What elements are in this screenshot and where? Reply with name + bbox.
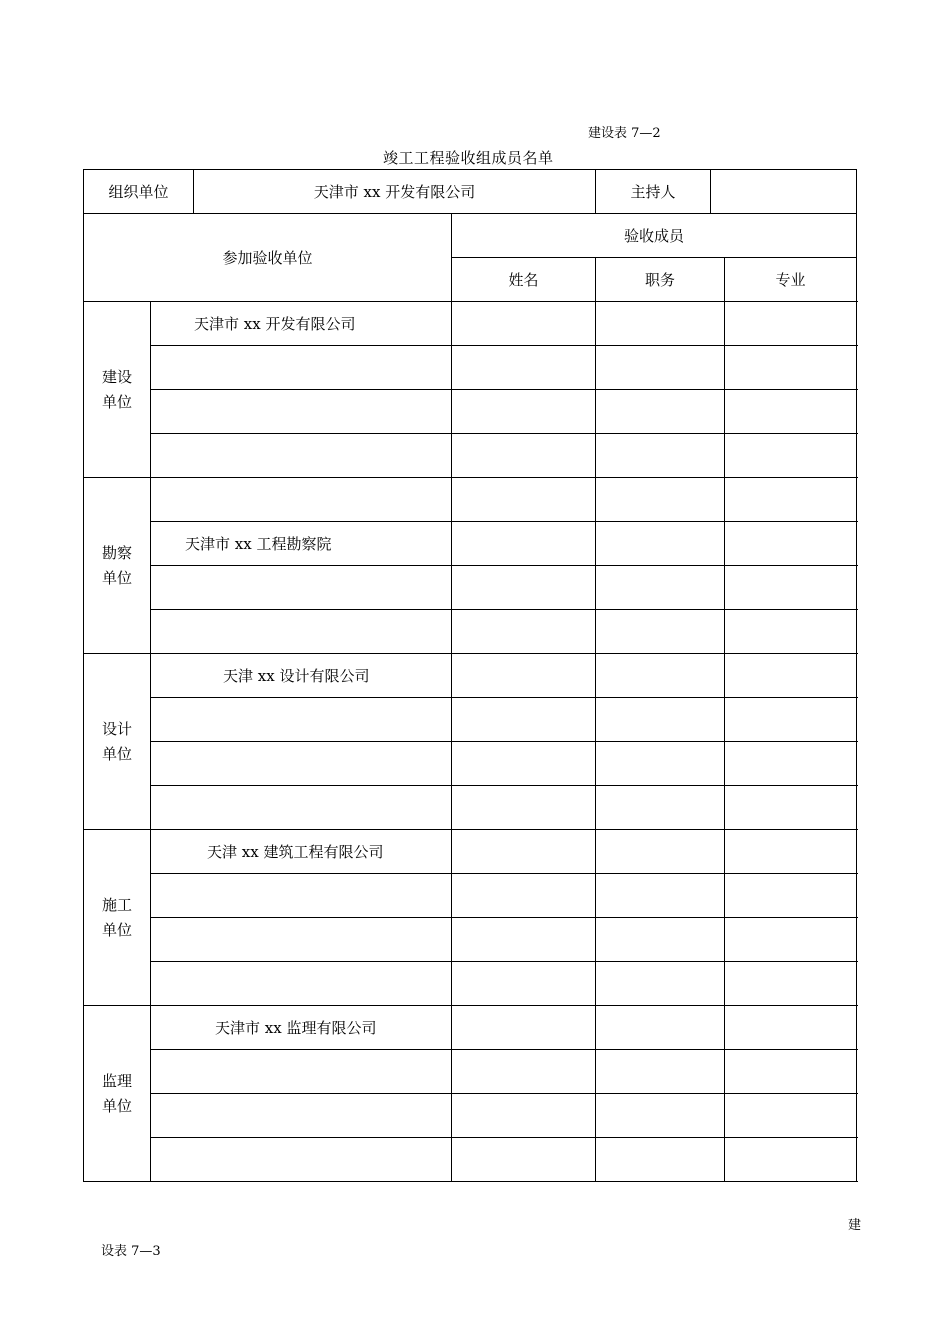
group-label	[84, 1006, 151, 1182]
unit-name-cell[interactable]	[151, 346, 452, 390]
member-specialty-cell[interactable]	[725, 522, 857, 566]
participants-label: 参加验收单位	[84, 214, 452, 302]
table-row	[84, 1050, 857, 1094]
member-specialty-cell[interactable]	[725, 918, 857, 962]
unit-name-cell[interactable]	[151, 874, 452, 918]
col-specialty-header: 专业	[725, 258, 857, 302]
host-label: 主持人	[596, 170, 711, 214]
member-specialty-cell[interactable]	[725, 874, 857, 918]
table-row	[84, 434, 857, 478]
member-name-cell[interactable]	[452, 786, 596, 830]
table-row	[84, 346, 857, 390]
group-label-line: 单位	[101, 744, 132, 763]
unit-name-cell[interactable]: 天津 xx 设计有限公司	[151, 654, 452, 698]
group-label	[84, 654, 151, 830]
unit-name-cell[interactable]	[151, 1094, 452, 1138]
table-row	[84, 786, 857, 830]
group-label-line: 单位	[101, 392, 132, 411]
table-row	[84, 874, 857, 918]
trailing-char: 建	[848, 1218, 862, 1233]
member-name-cell[interactable]	[452, 434, 596, 478]
unit-name-cell[interactable]	[151, 698, 452, 742]
member-name-cell[interactable]	[452, 1050, 596, 1094]
unit-name-cell[interactable]	[151, 1138, 452, 1182]
member-position-cell[interactable]	[596, 610, 725, 654]
document-title: 竣工工程验收组成员名单	[383, 149, 554, 167]
member-position-cell[interactable]	[596, 478, 725, 522]
acceptance-member-table	[83, 169, 857, 1182]
unit-name-cell[interactable]	[151, 918, 452, 962]
table-row	[84, 610, 857, 654]
table-row	[84, 522, 857, 566]
table-row	[84, 918, 857, 962]
member-position-cell[interactable]	[596, 654, 725, 698]
member-position-cell[interactable]	[596, 566, 725, 610]
group-label	[84, 830, 151, 1006]
org-label: 组织单位	[84, 170, 194, 214]
member-name-cell[interactable]	[452, 654, 596, 698]
member-specialty-cell[interactable]	[725, 1006, 857, 1050]
member-specialty-cell[interactable]	[725, 742, 857, 786]
group-label-line: 单位	[101, 920, 132, 939]
unit-name-cell[interactable]: 天津市 xx 监理有限公司	[151, 1006, 452, 1050]
unit-name-cell[interactable]	[151, 742, 452, 786]
table-row	[84, 1138, 857, 1182]
member-position-cell[interactable]	[596, 1006, 725, 1050]
member-position-cell[interactable]	[596, 918, 725, 962]
unit-name-cell[interactable]	[151, 434, 452, 478]
group-label-line: 建设	[101, 367, 132, 386]
member-specialty-cell[interactable]	[725, 390, 857, 434]
unit-name-cell[interactable]: 天津市 xx 开发有限公司	[151, 302, 452, 346]
member-specialty-cell[interactable]	[725, 962, 857, 1006]
group-label	[84, 478, 151, 654]
header-row-members	[84, 214, 857, 258]
group-label-line: 设计	[101, 719, 132, 738]
member-position-cell[interactable]	[596, 786, 725, 830]
member-specialty-cell[interactable]	[725, 698, 857, 742]
member-specialty-cell[interactable]	[725, 302, 857, 346]
member-position-cell[interactable]	[596, 390, 725, 434]
unit-name-cell[interactable]	[151, 478, 452, 522]
member-specialty-cell[interactable]	[725, 654, 857, 698]
member-specialty-cell[interactable]	[725, 478, 857, 522]
group-label-line: 单位	[101, 1096, 132, 1115]
member-position-cell[interactable]	[596, 962, 725, 1006]
member-position-cell[interactable]	[596, 302, 725, 346]
member-specialty-cell[interactable]	[725, 786, 857, 830]
unit-name-cell[interactable]: 天津市 xx 工程勘察院	[151, 522, 452, 566]
member-specialty-cell[interactable]	[725, 346, 857, 390]
table-row	[84, 1006, 857, 1050]
member-name-cell[interactable]	[452, 610, 596, 654]
unit-name-cell[interactable]	[151, 566, 452, 610]
table-row	[84, 390, 857, 434]
member-name-cell[interactable]	[452, 478, 596, 522]
unit-name-cell[interactable]	[151, 1050, 452, 1094]
table-row	[84, 830, 857, 874]
member-position-cell[interactable]	[596, 1050, 725, 1094]
member-name-cell[interactable]	[452, 962, 596, 1006]
member-specialty-cell[interactable]	[725, 566, 857, 610]
member-name-cell[interactable]	[452, 830, 596, 874]
group-label-line: 单位	[101, 568, 132, 587]
member-specialty-cell[interactable]	[725, 1138, 857, 1182]
member-name-cell[interactable]	[452, 1006, 596, 1050]
table-row	[84, 654, 857, 698]
member-specialty-cell[interactable]	[725, 830, 857, 874]
member-position-cell[interactable]	[596, 830, 725, 874]
host-value-field[interactable]	[711, 170, 857, 214]
member-name-cell[interactable]	[452, 390, 596, 434]
member-position-cell[interactable]	[596, 874, 725, 918]
member-position-cell[interactable]	[596, 1094, 725, 1138]
member-specialty-cell[interactable]	[725, 1050, 857, 1094]
table-row	[84, 962, 857, 1006]
member-position-cell[interactable]	[596, 434, 725, 478]
group-label-line: 监理	[101, 1071, 132, 1090]
member-name-cell[interactable]	[452, 302, 596, 346]
member-name-cell[interactable]	[452, 1094, 596, 1138]
member-name-cell[interactable]	[452, 874, 596, 918]
table-row	[84, 478, 857, 522]
next-form-code: 设表 7—3	[101, 1244, 161, 1259]
member-name-cell[interactable]	[452, 566, 596, 610]
member-name-cell[interactable]	[452, 346, 596, 390]
unit-name-cell[interactable]	[151, 390, 452, 434]
member-name-cell[interactable]	[452, 522, 596, 566]
table-row	[84, 698, 857, 742]
table-row	[84, 1094, 857, 1138]
form-code: 建设表 7—2	[588, 126, 661, 141]
group-label	[84, 302, 151, 478]
table-row	[84, 302, 857, 346]
member-position-cell[interactable]	[596, 698, 725, 742]
header-row-organizer	[84, 170, 857, 214]
col-position-header: 职务	[596, 258, 725, 302]
member-position-cell[interactable]	[596, 1138, 725, 1182]
member-specialty-cell[interactable]	[725, 610, 857, 654]
unit-name-cell[interactable]	[151, 610, 452, 654]
member-name-cell[interactable]	[452, 1138, 596, 1182]
unit-name-cell[interactable]: 天津 xx 建筑工程有限公司	[151, 830, 452, 874]
member-name-cell[interactable]	[452, 918, 596, 962]
table-row	[84, 566, 857, 610]
member-name-cell[interactable]	[452, 698, 596, 742]
member-position-cell[interactable]	[596, 522, 725, 566]
unit-name-cell[interactable]	[151, 786, 452, 830]
unit-name-cell[interactable]	[151, 962, 452, 1006]
group-label-line: 勘察	[101, 543, 132, 562]
member-name-cell[interactable]	[452, 742, 596, 786]
member-specialty-cell[interactable]	[725, 434, 857, 478]
members-label: 验收成员	[452, 214, 857, 258]
table-row	[84, 742, 857, 786]
member-specialty-cell[interactable]	[725, 1094, 857, 1138]
col-name-header: 姓名	[452, 258, 596, 302]
member-position-cell[interactable]	[596, 742, 725, 786]
group-label-line: 施工	[101, 895, 132, 914]
member-position-cell[interactable]	[596, 346, 725, 390]
org-value: 天津市 xx 开发有限公司	[194, 170, 596, 214]
